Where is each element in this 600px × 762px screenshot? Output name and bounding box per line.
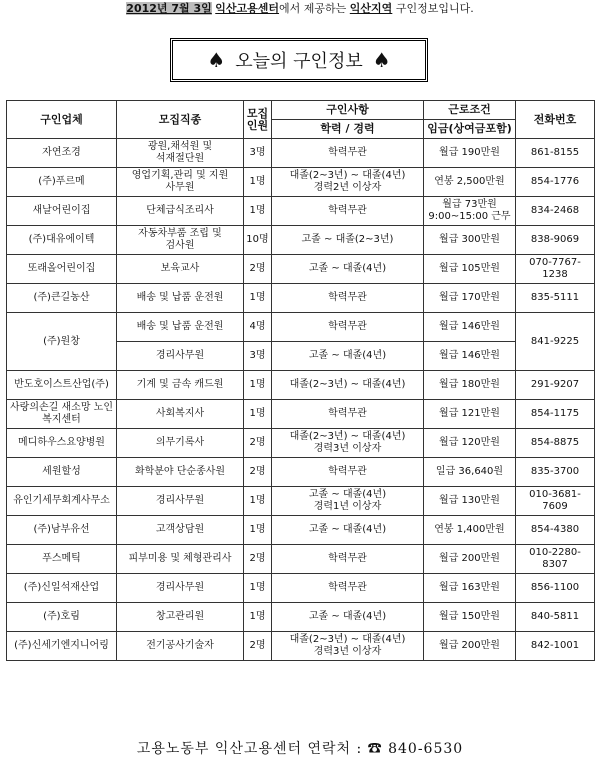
job-cell-line: 영업기획,관리 및 지원 [131, 170, 229, 181]
company-cell: 새날어린이집 [7, 197, 117, 226]
count-cell: 3명 [244, 139, 272, 168]
table-row [7, 429, 595, 458]
company-cell: (주)원창 [7, 313, 117, 371]
col-count [244, 101, 272, 139]
job-cell-line: 사무원 [165, 182, 195, 193]
job-cell [117, 632, 244, 661]
job-cell-line: 검사원 [165, 240, 195, 251]
job-cell-line: 보육교사 [160, 263, 200, 274]
count-cell: 1명 [244, 168, 272, 197]
wage-cell-line: 월급 73만원 [442, 199, 497, 210]
requirements-cell-line: 경력2년 이상자 [313, 182, 382, 193]
table-row [7, 139, 595, 168]
wage-cell [424, 342, 516, 371]
wage-cell [424, 313, 516, 342]
job-cell [117, 400, 244, 429]
job-cell-line: 경리사무원 [155, 495, 205, 506]
phone-cell: 841-9225 [516, 313, 595, 371]
job-cell [117, 255, 244, 284]
wage-cell-line: 월급 200만원 [439, 640, 500, 651]
table-row [7, 603, 595, 632]
phone-icon: ☎ [367, 741, 383, 757]
phone-cell: 854-4380 [516, 516, 595, 545]
spade-icon: ♠ [207, 48, 226, 72]
wage-cell-line: 월급 130만원 [439, 495, 500, 506]
requirements-cell-line: 고졸 ~ 대졸(4년) [308, 263, 387, 274]
requirements-cell-line: 고졸 ~ 대졸(4년) [308, 611, 387, 622]
wage-cell [424, 429, 516, 458]
wage-cell [424, 197, 516, 226]
company-cell: (주)신일석재산업 [7, 574, 117, 603]
col-count-line2: 인원 [246, 118, 269, 132]
requirements-cell-line: 고졸 ~ 대졸(2~3년) [301, 234, 394, 245]
requirements-cell-line: 대졸(2~3년) ~ 대졸(4년) [289, 431, 406, 442]
count-cell: 2명 [244, 632, 272, 661]
wage-cell [424, 458, 516, 487]
job-cell [117, 429, 244, 458]
count-cell: 2명 [244, 255, 272, 284]
company-cell: (주)남부유선 [7, 516, 117, 545]
job-cell-line: 고객상담원 [155, 524, 205, 535]
wage-cell-line: 월급 200만원 [439, 553, 500, 564]
job-cell-line: 자동차부품 조립 및 [138, 228, 222, 239]
count-cell: 1명 [244, 371, 272, 400]
header-date: 2012년 7월 3일 [126, 2, 212, 15]
phone-cell: 010-3681-7609 [516, 487, 595, 516]
table-row [7, 545, 595, 574]
wage-cell-line: 월급 180만원 [439, 379, 500, 390]
wage-cell [424, 371, 516, 400]
requirements-cell [272, 574, 424, 603]
wage-cell-line: 월급 146만원 [439, 350, 500, 361]
requirements-cell-line: 학력무관 [328, 205, 367, 216]
wage-cell-line: 월급 170만원 [439, 292, 500, 303]
count-cell: 2명 [244, 458, 272, 487]
count-cell: 10명 [244, 226, 272, 255]
phone-cell: 840-5811 [516, 603, 595, 632]
wage-cell-line: 월급 146만원 [439, 321, 500, 332]
count-cell: 1명 [244, 400, 272, 429]
job-cell-line: 의무기록사 [155, 437, 205, 448]
requirements-cell-line: 학력무관 [328, 582, 367, 593]
job-cell [117, 313, 244, 342]
header-text-mid: 에서 제공하는 [279, 2, 347, 15]
company-cell: (주)호림 [7, 603, 117, 632]
table-row [7, 458, 595, 487]
phone-cell: 010-2280-8307 [516, 545, 595, 574]
wage-cell-line: 9:00~15:00 근무 [428, 211, 511, 222]
wage-cell-line: 월급 190만원 [439, 147, 500, 158]
count-cell: 4명 [244, 313, 272, 342]
job-cell [117, 284, 244, 313]
col-job: 모집직종 [117, 101, 244, 139]
col-company: 구인업체 [7, 101, 117, 139]
phone-cell: 070-7767-1238 [516, 255, 595, 284]
company-cell: 사랑의손길 새소망 노인복지센터 [7, 400, 117, 429]
wage-cell [424, 139, 516, 168]
phone-cell: 854-1175 [516, 400, 595, 429]
requirements-cell [272, 458, 424, 487]
header-region: 익산지역 [349, 2, 393, 15]
job-cell [117, 168, 244, 197]
wage-cell-line: 월급 121만원 [439, 408, 500, 419]
header-line [0, 2, 600, 16]
job-cell [117, 516, 244, 545]
requirements-cell-line: 학력무관 [328, 408, 367, 419]
title-box [170, 38, 428, 82]
requirements-cell [272, 226, 424, 255]
company-cell: 유인기세무회계사무소 [7, 487, 117, 516]
phone-cell: 854-1776 [516, 168, 595, 197]
job-cell-line: 단체급식조리사 [146, 205, 214, 216]
requirements-cell [272, 371, 424, 400]
table-row [7, 487, 595, 516]
col-wage: 임금(상여금포함) [424, 120, 516, 139]
requirements-cell [272, 632, 424, 661]
header-text-end: 구인정보입니다. [395, 2, 474, 15]
requirements-cell-line: 경력3년 이상자 [313, 443, 382, 454]
company-cell: (주)푸르메 [7, 168, 117, 197]
wage-cell-line: 월급 163만원 [439, 582, 500, 593]
job-cell-line: 창고관리원 [155, 611, 205, 622]
job-cell [117, 603, 244, 632]
job-table [6, 100, 595, 661]
table-row [7, 574, 595, 603]
footer [0, 738, 600, 758]
phone-cell: 835-3700 [516, 458, 595, 487]
phone-cell: 834-2468 [516, 197, 595, 226]
phone-cell: 856-1100 [516, 574, 595, 603]
wage-cell [424, 168, 516, 197]
table-row [7, 197, 595, 226]
table-row [7, 226, 595, 255]
table-row [7, 516, 595, 545]
company-cell: (주)큰길농산 [7, 284, 117, 313]
wage-cell [424, 400, 516, 429]
wage-cell-line: 연봉 1,400만원 [434, 524, 505, 535]
col-phone: 전화번호 [516, 101, 595, 139]
wage-cell [424, 487, 516, 516]
table-row [7, 313, 595, 342]
job-cell-line: 전기공사기술자 [146, 640, 214, 651]
col-count-line1: 모집 [246, 106, 269, 120]
job-cell-line: 기계 및 금속 캐드원 [136, 379, 224, 390]
job-cell [117, 487, 244, 516]
requirements-cell-line: 학력무관 [328, 466, 367, 477]
phone-cell: 854-8875 [516, 429, 595, 458]
requirements-cell [272, 139, 424, 168]
footer-phone: 840-6530 [388, 741, 464, 757]
job-cell-line: 피부미용 및 체형관리사 [128, 553, 232, 564]
job-cell [117, 545, 244, 574]
company-cell: 또래올어린이집 [7, 255, 117, 284]
footer-text: 고용노동부 익산고용센터 연락처 : [136, 741, 363, 757]
job-cell-line: 화학분야 단순종사원 [134, 466, 226, 477]
wage-cell [424, 284, 516, 313]
requirements-cell [272, 284, 424, 313]
wage-cell [424, 574, 516, 603]
wage-cell [424, 632, 516, 661]
wage-cell-line: 월급 120만원 [439, 437, 500, 448]
wage-cell-line: 월급 300만원 [439, 234, 500, 245]
requirements-cell [272, 429, 424, 458]
count-cell: 1명 [244, 487, 272, 516]
job-cell [117, 139, 244, 168]
requirements-cell-line: 학력무관 [328, 553, 367, 564]
company-cell: 세원할성 [7, 458, 117, 487]
job-cell-line: 석재절단원 [155, 153, 205, 164]
company-cell: (주)대유에이텍 [7, 226, 117, 255]
wage-cell [424, 226, 516, 255]
wage-cell-line: 일급 36,640원 [435, 466, 504, 477]
company-cell: (주)신세기엔지니어링 [7, 632, 117, 661]
requirements-cell [272, 255, 424, 284]
phone-cell: 861-8155 [516, 139, 595, 168]
header-center: 익산고용센터 [215, 2, 280, 15]
requirements-cell-line: 학력무관 [328, 292, 367, 303]
phone-cell: 835-5111 [516, 284, 595, 313]
job-cell [117, 458, 244, 487]
requirements-cell [272, 197, 424, 226]
job-cell [117, 226, 244, 255]
page-title: 오늘의 구인정보 [235, 51, 363, 72]
wage-cell-line: 월급 105만원 [439, 263, 500, 274]
phone-cell: 838-9069 [516, 226, 595, 255]
requirements-cell-line: 경력3년 이상자 [313, 646, 382, 657]
requirements-cell [272, 168, 424, 197]
count-cell: 2명 [244, 545, 272, 574]
wage-cell-line: 월급 150만원 [439, 611, 500, 622]
col-conditions: 근로조건 [424, 101, 516, 120]
job-cell [117, 574, 244, 603]
requirements-cell [272, 603, 424, 632]
col-requirements: 구인사항 [272, 101, 424, 120]
count-cell: 2명 [244, 429, 272, 458]
requirements-cell-line: 학력무관 [328, 147, 367, 158]
job-cell [117, 371, 244, 400]
table-row [7, 400, 595, 429]
table-row [7, 255, 595, 284]
requirements-cell [272, 516, 424, 545]
requirements-cell [272, 545, 424, 574]
requirements-cell-line: 학력무관 [328, 321, 367, 332]
wage-cell [424, 516, 516, 545]
job-cell-line: 경리사무원 [155, 582, 205, 593]
count-cell: 1명 [244, 284, 272, 313]
requirements-cell-line: 대졸(2~3년) ~ 대졸(4년) [289, 170, 406, 181]
job-cell [117, 342, 244, 371]
phone-cell: 291-9207 [516, 371, 595, 400]
company-cell: 푸스메틱 [7, 545, 117, 574]
requirements-cell [272, 487, 424, 516]
job-cell-line: 사회복지사 [155, 408, 205, 419]
table-row [7, 371, 595, 400]
requirements-cell-line: 대졸(2~3년) ~ 대졸(4년) [289, 634, 406, 645]
wage-cell-line: 연봉 2,500만원 [434, 176, 505, 187]
wage-cell [424, 255, 516, 284]
table-row [7, 632, 595, 661]
count-cell: 3명 [244, 342, 272, 371]
company-cell: 반도호이스트산업(주) [7, 371, 117, 400]
requirements-cell [272, 400, 424, 429]
col-education: 학력 / 경력 [272, 120, 424, 139]
job-cell-line: 배송 및 납품 운전원 [136, 292, 224, 303]
requirements-cell-line: 대졸(2~3년) ~ 대졸(4년) [289, 379, 406, 390]
spade-icon: ♠ [372, 48, 391, 72]
company-cell: 메디하우스요양병원 [7, 429, 117, 458]
table-row [7, 168, 595, 197]
requirements-cell-line: 고졸 ~ 대졸(4년) [308, 524, 387, 535]
wage-cell [424, 603, 516, 632]
job-cell-line: 배송 및 납품 운전원 [136, 321, 224, 332]
wage-cell [424, 545, 516, 574]
count-cell: 1명 [244, 197, 272, 226]
count-cell: 1명 [244, 574, 272, 603]
table-row [7, 284, 595, 313]
requirements-cell-line: 고졸 ~ 대졸(4년) [308, 489, 387, 500]
count-cell: 1명 [244, 516, 272, 545]
requirements-cell [272, 313, 424, 342]
requirements-cell [272, 342, 424, 371]
count-cell: 1명 [244, 603, 272, 632]
requirements-cell-line: 경력1년 이상자 [313, 501, 382, 512]
job-cell [117, 197, 244, 226]
requirements-cell-line: 고졸 ~ 대졸(4년) [308, 350, 387, 361]
job-cell-line: 경리사무원 [155, 350, 205, 361]
company-cell: 자연조경 [7, 139, 117, 168]
job-cell-line: 광원,채석원 및 [147, 141, 213, 152]
phone-cell: 842-1001 [516, 632, 595, 661]
